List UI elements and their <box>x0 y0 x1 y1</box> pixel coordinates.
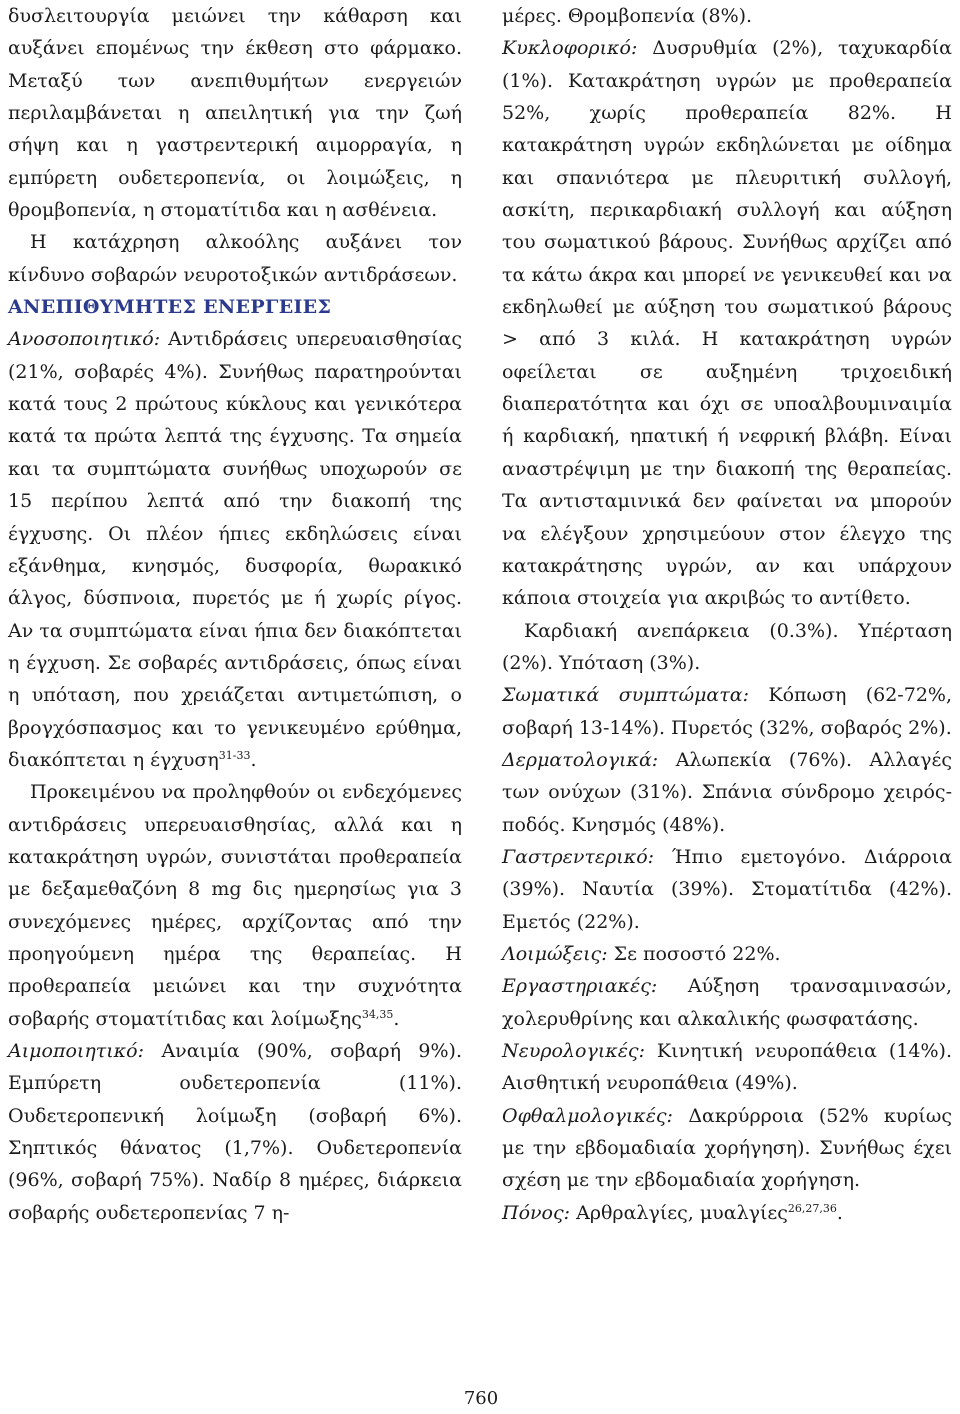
paragraph-ophthalmic <box>502 1100 952 1197</box>
paragraph-dermatologic <box>502 744 952 841</box>
dermatologic-text: Αλωπεκία (76%). Αλλαγές των ονύχων (31%). Σπάνια σύνδρομο χειρός-ποδός. Κνησμός (48%). <box>502 748 952 836</box>
paragraph-gastrointestinal <box>502 841 952 938</box>
section-heading: ΑΝΕΠΙΘΥΜΗΤΕΣ ΕΝΕΡΓΕΙΕΣ <box>8 296 332 319</box>
paragraph-hematopoietic-continuation: μέρες. Θρομβοπενία (8%). <box>502 5 753 27</box>
ophthalmic-label: Οφθαλμολογικές: <box>502 1104 673 1127</box>
right-column <box>502 0 952 1229</box>
immune-text: Αντιδράσεις υπερευαισθησίας (21%, σοβαρές 4%). Συνήθως παρατηρούνται κατά τους 2 πρώτους κύκλους και γενικότερα κατά τα πρώτα λεπτά της έγχυσης. Τα σημεία και τα συμπτώματα συνήθως υποχωρούν σε 15 περίπου λεπτά από την διακοπή της έγχυσης. Οι πλέον ήπιες εκδηλώσεις είναι εξάνθημα, κνησμός, δυσφορία, θωρακικό άλγος, δύσπνοια, πυρετός με ή χωρίς ρίγος. Αν τα συμπτώματα είναι ήπια δεν διακόπτεται η έγχυση. Σε σοβαρές αντιδράσεις, όπως είναι η υπόταση, που χρειάζεται αντιμετώπιση, ο βρογχόσπασμος και το γενικευμένο ερύθημα, διακόπτεται η έγχυση <box>8 328 462 771</box>
infections-label: Λοιμώξεις: <box>502 942 608 965</box>
immune-reference: 31-33 <box>218 748 251 762</box>
body-symptoms-label: Σωματικά συμπτώματα: <box>502 684 750 707</box>
paragraph-continuation: δυσλειτουργία μειώνει την κάθαρση και αυξάνει επομένως την έκθεση στο φάρμακο. Μεταξύ των ανεπιθυμήτων ενεργειών περιλαμβάνεται η απειλητική για την ζωή σήψη και η γαστρεντερική αιμορραγία, η εμπύρετη ουδετεροπενία, οι λοιμώξεις, η θρομβοπενία, η στοματίτιδα και η ασθένεια. <box>8 5 462 222</box>
paragraph-immune: Ανοσοποιητικό: Αντιδράσεις υπερευαισθησίας (21%, σοβαρές 4%). Συνήθως παρατηρούνται κατά τους 2 πρώτους κύκλους και γενικότερα κατά τα πρώτα λεπτά της έγχυσης. Τα σημεία και τα συμπτώματα συνήθως υποχωρούν σε 15 περίπου λεπτά από την διακοπή της έγχυσης. Οι πλέον ήπιες εκδηλώσεις είναι εξάνθημα, κνησμός, δυσφορία, θωρακικό άλγος, δύσπνοια, πυρετός με ή χωρίς ρίγος. Αν τα συμπτώματα είναι ήπια δεν διακόπτεται η έγχυση. Σε σοβαρές αντιδράσεις, όπως είναι η υπόταση, που χρειάζεται αντιμετώπιση, ο βρογχόσπασμος και το γενικευμένο ερύθημα, διακόπτεται η έγχυση$^{31-33}$. <box>8 328 462 771</box>
body-symptoms-text: Κόπωση (62-72%, σοβαρή 13-14%). Πυρετός (32%, σοβαρός 2%). <box>502 684 952 739</box>
immune-label: Ανοσοποιητικό: <box>8 328 161 351</box>
laboratory-label: Εργαστηριακές: <box>502 975 658 998</box>
paragraph-hematopoietic <box>8 1035 462 1229</box>
pain-text: Αρθραλγίες, μυαλγίες <box>576 1201 788 1224</box>
paragraph-prevention: Προκειμένου να προληφθούν οι ενδεχόμενες αντιδράσεις υπερευαισθησίας, αλλά και η κατακράτηση υγρών, συνιστάται προθεραπεία με δεξαμεθαζόνη 8 mg δις ημερησίως για 3 συνεχόμενες ημέρες, αρχίζοντας από την προηγούμενη ημέρα της θεραπείας. Η προθεραπεία μειώνει και την συχνότητα σοβαρής στοματίτιδας και λοίμωξης$^{34,35}$. <box>8 781 462 1030</box>
pain-end: . <box>836 1201 843 1224</box>
paragraph-alcohol: Η κατάχρηση αλκοόλης αυξάνει τον κίνδυνο σοβαρών νευροτοξικών αντιδράσεων. <box>8 231 462 286</box>
hematopoietic-text: Αναιμία (90%, σοβαρή 9%). Εμπύρετη ουδετεροπενία (11%). Ουδετεροπενική λοίμωξη (σοβαρή 6%). Σηπτικός θάνατος (1,7%). Ουδετεροπενία (96%, σοβαρή 75%). Ναδίρ 8 ημέρες, διάρκεια σοβαρής ουδετεροπενίας 7 η- <box>8 1040 462 1224</box>
gastrointestinal-label: Γαστρεντερικό: <box>502 845 655 868</box>
infections-text: Σε ποσοστό 22%. <box>613 942 781 965</box>
paragraph-pain <box>502 1197 952 1229</box>
gastrointestinal-text: Ήπιο εμετογόνο. Διάρροια (39%). Ναυτία (39%). Στοματίτιδα (42%). Εμετός (22%). <box>502 845 952 933</box>
paragraph-circulatory <box>502 32 952 614</box>
page-number: 760 <box>463 1388 499 1409</box>
prevention-text: Προκειμένου να προληφθούν οι ενδεχόμενες αντιδράσεις υπερευαισθησίας, αλλά και η κατακράτηση υγρών, συνιστάται προθεραπεία με δεξαμεθαζόνη 8 mg δις ημερησίως για 3 συνεχόμενες ημέρες, αρχίζοντας από την προηγούμενη ημέρα της θεραπείας. Η προθεραπεία μειώνει και την συχνότητα σοβαρής στοματίτιδας και λοίμωξης <box>8 781 462 1030</box>
paragraph-cardiac: Καρδιακή ανεπάρκεια (0.3%). Υπέρταση (2%). Υπόταση (3%). <box>502 619 952 674</box>
paragraph-infections <box>502 938 952 970</box>
dermatologic-label: Δερματολογικά: <box>502 748 659 771</box>
prevention-reference: 34,35 <box>361 1007 394 1021</box>
hematopoietic-label: Αιμοποιητικό: <box>8 1040 144 1062</box>
paragraph-body-symptoms <box>502 679 952 744</box>
neurologic-text: Κινητική νευροπάθεια (14%). Αισθητική νευροπάθεια (49%). <box>502 1040 952 1095</box>
circulatory-text: Δυσρυθμία (2%), ταχυκαρδία (1%). Κατακράτηση υγρών με προθεραπεία 52%, χωρίς προθεραπεία 82%. Η κατακράτηση υγρών εκδηλώνεται με οίδημα και σπανιότερα με πλευριτική συλλογή, ασκίτη, περικαρδιακή συλλογή και αύξηση του σωματικού βάρους. Συνήθως αρχίζει από τα κάτω άκρα και μπορεί νε γενικευθεί και να εκδηλωθεί με αύξηση του σωματικού βάρους > από 3 κιλά. Η κατακράτηση υγρών οφείλεται σε αυξημένη τριχοειδική διαπερατότητα και όχι σε υποαλβουμιναιμία ή καρδιακή, ηπατική ή νεφρική βλάβη. Είναι αναστρέψιμη με την διακοπή της θεραπείας. Τα αντισταμινικά δεν φαίνεται να μπορούν να ελέγξουν χρησιμεύουν στον έλεγχο της κατακράτησης υγρών, αν και υπάρχουν κάποια στοιχεία για ακριβώς το αντίθετο. <box>502 37 952 610</box>
circulatory-label: Κυκλοφορικό: <box>502 37 638 60</box>
pain-label: Πόνος: <box>502 1201 571 1224</box>
paragraph-laboratory <box>502 970 952 1035</box>
neurologic-label: Νευρολογικές: <box>502 1040 645 1062</box>
laboratory-text: Αύξηση τρανσαμινασών, χολερυθρίνης και αλκαλικής φωσφατάσης. <box>502 975 952 1030</box>
ophthalmic-text: Δακρύρροια (52% κυρίως με την εβδομαδιαία χορήγηση). Συνήθως έχει σχέση με την εβδομαδιαία χορήγηση. <box>502 1104 953 1192</box>
paragraph-neurologic <box>502 1035 952 1100</box>
pain-reference: 26,27,36 <box>787 1201 837 1215</box>
left-column <box>8 0 462 1229</box>
